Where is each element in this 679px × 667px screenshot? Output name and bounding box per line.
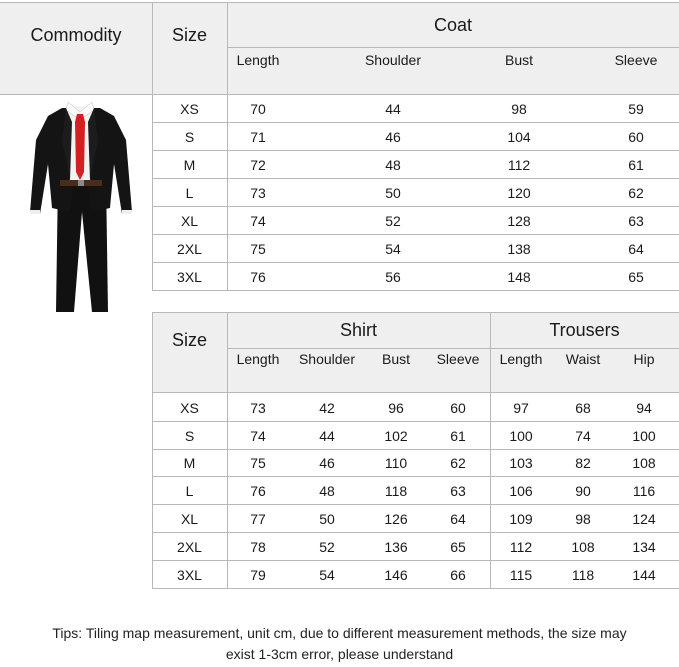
shirt-trousers-size-table: [152, 310, 679, 590]
trousers-cell: 124: [632, 511, 656, 528]
trousers-cell: 68: [575, 399, 591, 416]
shirt-cell: 76: [250, 483, 266, 500]
trousers-cell: 100: [509, 427, 533, 444]
trousers-cell: 90: [575, 483, 591, 500]
coat-cell: 120: [507, 185, 531, 201]
coat-cell: 62: [628, 185, 644, 201]
st-row-line: [152, 449, 679, 450]
coat-row-line: [152, 150, 679, 151]
coat-cell: 46: [385, 129, 401, 145]
trousers-cell: 97: [513, 399, 529, 416]
coat-cell: 75: [250, 241, 266, 257]
trousers-cell: 108: [632, 455, 656, 472]
st-row-line: [152, 421, 679, 422]
coat-cell: 59: [628, 101, 644, 117]
shirt-cell: 44: [319, 427, 335, 444]
shirt-cell: 64: [450, 511, 466, 528]
shirt-cell: 118: [384, 483, 408, 500]
coat-subheader-line: [227, 47, 679, 48]
st-row-line: [152, 476, 679, 477]
coat-cell: 148: [507, 269, 531, 285]
coat-row-size: XL: [180, 213, 199, 229]
coat-row-line: [152, 206, 679, 207]
coat-row-size: XS: [180, 101, 199, 117]
coat-cell: 74: [250, 213, 266, 229]
trousers-cell: 103: [509, 455, 533, 472]
st-header-bottom: [152, 392, 679, 393]
shirt-cell: 146: [384, 566, 408, 583]
shirt-cell: 74: [250, 427, 266, 444]
st-shirt-right-border: [490, 312, 491, 589]
trousers-cell: 74: [575, 427, 591, 444]
trousers-cell: 100: [632, 427, 656, 444]
shirt-cell: 61: [450, 427, 466, 444]
trousers-cell: 98: [575, 511, 591, 528]
shirt-cell: 46: [319, 455, 335, 472]
coat-cell: 112: [507, 157, 531, 173]
trousers-cell: 106: [509, 483, 533, 500]
coat-cell: 63: [628, 213, 644, 229]
coat-row-size: S: [184, 129, 195, 145]
trousers-col-waist: Waist: [565, 351, 601, 367]
coat-row-size: L: [185, 185, 194, 201]
st-row-size: XL: [180, 511, 199, 528]
coat-top-border: [0, 2, 679, 3]
shirt-cell: 65: [450, 538, 466, 555]
trousers-cell: 109: [509, 511, 533, 528]
coat-cell: 104: [507, 129, 531, 145]
coat-cell: 71: [250, 129, 266, 145]
coat-cell: 48: [385, 157, 401, 173]
coat-cell: 64: [628, 241, 644, 257]
st-row-line: [152, 560, 679, 561]
shirt-cell: 73: [250, 399, 266, 416]
coat-header-bottom: [0, 94, 679, 95]
coat-cell: 76: [250, 269, 266, 285]
size-header: Size: [171, 24, 207, 45]
coat-row-size: 3XL: [177, 269, 202, 285]
coat-cell: 60: [628, 129, 644, 145]
coat-cell: 65: [628, 269, 644, 285]
coat-row-size: 2XL: [177, 241, 202, 257]
shirt-cell: 50: [319, 511, 335, 528]
st-top-border: [152, 312, 679, 313]
st-row-line: [152, 588, 679, 589]
coat-row-line: [152, 262, 679, 263]
coat-cell: 56: [385, 269, 401, 285]
coat-col-shoulder: Shoulder: [364, 52, 422, 68]
st-left-border: [152, 312, 153, 589]
trousers-cell: 82: [575, 455, 591, 472]
shirt-cell: 136: [384, 538, 408, 555]
st-row-size: XS: [180, 399, 199, 416]
suit-image: [22, 100, 138, 320]
coat-cell: 50: [385, 185, 401, 201]
size-right-border: [227, 2, 228, 290]
st-row-size: S: [184, 427, 195, 444]
cuff-left: [30, 210, 40, 214]
shirt-col-bust: Bust: [381, 351, 410, 367]
st-row-line: [152, 504, 679, 505]
coat-group-header: Coat: [433, 14, 473, 35]
shirt-cell: 79: [250, 566, 266, 583]
coat-cell: 73: [250, 185, 266, 201]
shirt-cell: 42: [319, 399, 335, 416]
coat-col-sleeve: Sleeve: [614, 52, 658, 68]
shirt-cell: 75: [250, 455, 266, 472]
shirt-cell: 60: [450, 399, 466, 416]
shirt-cell: 62: [450, 455, 466, 472]
shirt-cell: 63: [450, 483, 466, 500]
cuff-right: [122, 210, 132, 214]
shirt-cell: 126: [384, 511, 408, 528]
trousers-cell: 94: [636, 399, 652, 416]
st-row-size: 2XL: [177, 538, 202, 555]
st-row-size: M: [183, 455, 196, 472]
coat-cell: 52: [385, 213, 401, 229]
size-header-2: Size: [171, 329, 207, 350]
trousers-cell: 144: [632, 566, 656, 583]
shirt-col-length: Length: [236, 351, 280, 367]
coat-row-size: M: [183, 157, 196, 173]
trousers-cell: 108: [571, 538, 595, 555]
coat-row-line: [152, 122, 679, 123]
trousers-col-length: Length: [499, 351, 543, 367]
tips-line-1: Tips: Tiling map measurement, unit cm, due to different measurement methods, the size may: [52, 625, 627, 641]
shirt-cell: 66: [450, 566, 466, 583]
coat-cell: 54: [385, 241, 401, 257]
shirt-group-header: Shirt: [339, 319, 377, 340]
coat-cell: 44: [385, 101, 401, 117]
shirt-cell: 78: [250, 538, 266, 555]
shirt-cell: 96: [388, 399, 404, 416]
st-size-right-border: [227, 312, 228, 589]
tips-note: [0, 623, 679, 665]
coat-col-length: Length: [236, 52, 280, 68]
commodity-right-border: [152, 2, 153, 290]
trousers-cell: 118: [571, 566, 595, 583]
tips-line-2: exist 1-3cm error, please understand: [225, 646, 454, 662]
coat-cell: 98: [511, 101, 527, 117]
tie-shape: [75, 114, 85, 180]
coat-cell: 61: [628, 157, 644, 173]
shirt-cell: 102: [384, 427, 408, 444]
st-row-size: L: [185, 483, 194, 500]
shirt-cell: 48: [319, 483, 335, 500]
trousers-cell: 134: [632, 538, 656, 555]
trousers-cell: 115: [509, 566, 533, 583]
trousers-group-header: Trousers: [549, 319, 620, 340]
trousers-col-hip: Hip: [633, 351, 655, 367]
coat-row-line: [152, 178, 679, 179]
coat-row-line: [152, 290, 679, 291]
shirt-cell: 52: [319, 538, 335, 555]
shirt-col-sleeve: Sleeve: [436, 351, 480, 367]
coat-cell: 128: [507, 213, 531, 229]
coat-cell: 72: [250, 157, 266, 173]
st-row-size: 3XL: [177, 566, 202, 583]
st-row-line: [152, 532, 679, 533]
shirt-cell: 54: [319, 566, 335, 583]
shirt-col-shoulder: Shoulder: [298, 351, 356, 367]
coat-cell: 138: [507, 241, 531, 257]
shirt-cell: 110: [384, 455, 408, 472]
belt-buckle: [78, 180, 84, 186]
coat-row-line: [152, 234, 679, 235]
shirt-cell: 77: [250, 511, 266, 528]
commodity-header: Commodity: [30, 24, 122, 45]
trousers-cell: 116: [632, 483, 656, 500]
trousers-cell: 112: [509, 538, 533, 555]
coat-col-bust: Bust: [504, 52, 533, 68]
st-subheader-line: [227, 348, 679, 349]
coat-cell: 70: [250, 101, 266, 117]
